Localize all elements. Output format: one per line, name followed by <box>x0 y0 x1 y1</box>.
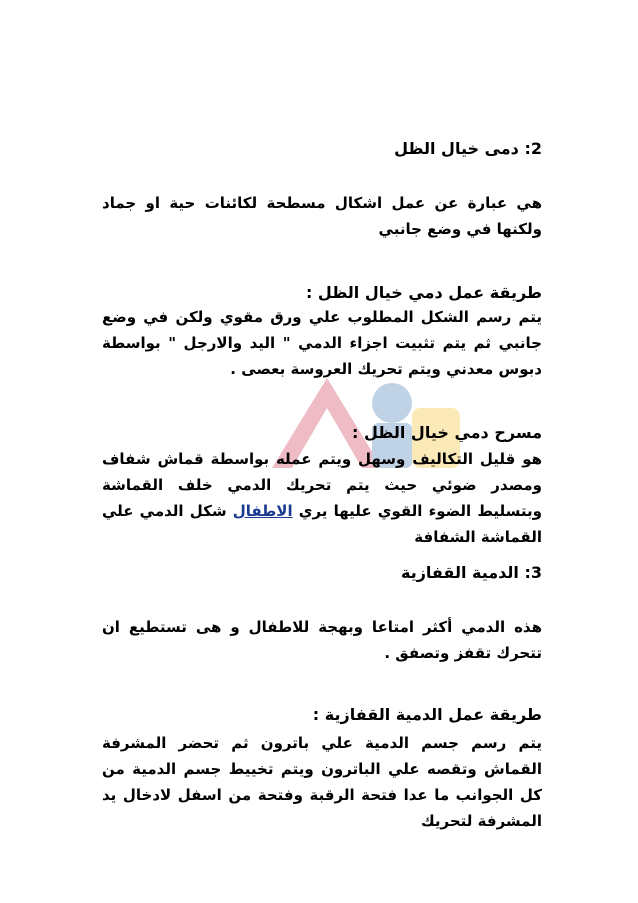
section-3-definition: هذه الدمي أكثر امتاعا وبهجة للاطفال و هى تستطيع ان تتحرك تقفز وتصفق . <box>102 618 542 662</box>
section-2-definition: هي عبارة عن عمل اشكال مسطحة لكائنات حية او جماد ولكنها في وضع جانبي <box>102 194 542 238</box>
theatre-body-start: هو قليل التكاليف وسهل ويتم عمله بواسطة قماش شفاف ومصدر ضوئي حيث يتم تحريك الدمي خلف القماشة وبتسليط الضوء القوي عليها يري <box>102 450 542 520</box>
theatre-body-end: شكل الدمي علي القماشة الشفافة <box>102 502 542 546</box>
method-1-heading: طريقة عمل دمي خيال الظل : <box>305 283 542 302</box>
method-2-body: يتم رسم جسم الدمية علي باترون ثم تحضر المشرفة القماش وتقصه علي الباترون ويتم تخييط جسم الدمية من كل الجوانب ما عدا فتحة الرقبة وفتحة من اسفل لادخال يد المشرفة لتحريك <box>102 734 542 830</box>
children-link[interactable]: الاطفال <box>232 502 293 520</box>
method-1-body: يتم رسم الشكل المطلوب علي ورق مقوي ولكن في وضع جانبي ثم يتم تثبيت اجزاء الدمي " اليد والارجل " بواسطة دبوس معدني ويتم تحريك العروسة بعصى . <box>102 308 542 378</box>
theatre-heading: مسرح دمي خيال الظل : <box>352 423 542 442</box>
theatre-body <box>102 446 542 550</box>
section-2-heading: 2: دمى خيال الظل <box>394 139 542 158</box>
method-2-heading: طريقة عمل الدمية القفازية : <box>312 705 542 724</box>
section-3-heading: 3: الدمية القفازية <box>400 563 542 582</box>
